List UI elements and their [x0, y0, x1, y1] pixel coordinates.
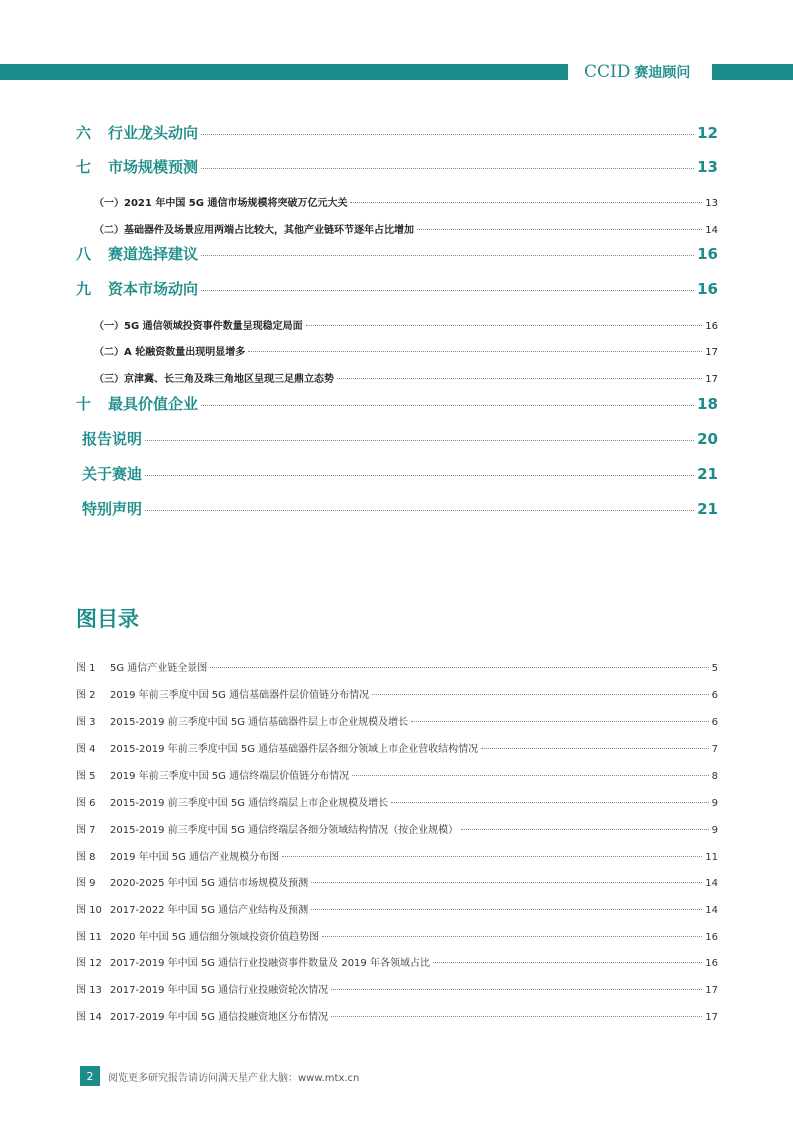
figure-number: 图 12	[76, 958, 102, 969]
toc-subentry-9-1[interactable]	[94, 317, 718, 332]
toc-leader-dots	[201, 168, 694, 169]
toc-subentry-page: 17	[705, 374, 718, 385]
figure-title: 2015-2019 前三季度中国 5G 通信基础器件层上市企业规模及增长	[110, 717, 409, 728]
figure-entry-10[interactable]	[76, 901, 718, 916]
toc-subentry-9-3[interactable]	[94, 370, 718, 385]
toc-subentry-title: （二）基础器件及场景应用两端占比较大，其他产业链环节逐年占比增加	[94, 225, 414, 236]
figure-number: 图 7	[76, 825, 96, 836]
figure-number: 图 6	[76, 798, 96, 809]
figure-leader-dots	[391, 802, 708, 803]
figure-page: 11	[705, 852, 718, 863]
figure-number: 图 1	[76, 663, 96, 674]
toc-leader-dots	[337, 378, 702, 379]
figure-entry-4[interactable]	[76, 740, 718, 755]
footer-text: 阅览更多研究报告请访问满天星产业大脑：www.mtx.cn	[108, 1073, 360, 1084]
figure-leader-dots	[331, 989, 702, 990]
figure-page: 17	[705, 1012, 718, 1023]
header-band-right	[712, 64, 793, 80]
figure-number: 图 13	[76, 985, 102, 996]
figure-leader-dots	[411, 721, 708, 722]
toc-leader-dots	[306, 325, 703, 326]
figure-leader-dots	[481, 748, 708, 749]
toc-subentry-title: （一）5G 通信领域投资事件数量呈现稳定局面	[94, 321, 303, 332]
brand-name: 赛迪顾问	[634, 65, 691, 81]
figure-leader-dots	[210, 667, 708, 668]
figure-page: 5	[711, 663, 718, 674]
figure-number: 图 8	[76, 852, 96, 863]
figure-number: 图 9	[76, 878, 96, 889]
figure-number: 图 14	[76, 1012, 102, 1023]
toc-entry-title: 行业龙头动向	[108, 124, 199, 142]
toc-entry-6[interactable]	[76, 122, 718, 143]
toc-leader-dots	[350, 202, 702, 203]
figure-leader-dots	[331, 1016, 702, 1017]
figure-title: 2019 年前三季度中国 5G 通信基础器件层价值链分布情况	[110, 690, 370, 701]
figure-entry-8[interactable]	[76, 848, 718, 863]
toc-entry-number: 八	[76, 245, 92, 263]
toc-entry-page: 18	[697, 395, 718, 413]
toc-entry-title: 赛道选择建议	[108, 245, 199, 263]
figure-page: 16	[705, 932, 718, 943]
figure-title: 2020 年中国 5G 通信细分领域投资价值趋势图	[110, 932, 320, 943]
figure-title: 2017-2019 年中国 5G 通信行业投融资轮次情况	[110, 985, 329, 996]
toc-leader-dots	[145, 440, 694, 441]
toc-entry-7[interactable]	[76, 156, 718, 177]
figure-entry-12[interactable]	[76, 954, 718, 969]
toc-subentry-page: 14	[705, 225, 718, 236]
toc-subentry-9-2[interactable]	[94, 343, 718, 358]
figure-page: 14	[705, 905, 718, 916]
brand-logo-text: CCID	[584, 62, 631, 82]
figure-page: 9	[711, 825, 718, 836]
toc-entry-title: 最具价值企业	[108, 395, 199, 413]
toc-entry-report-notes[interactable]	[82, 428, 718, 449]
toc-subentry-7-1[interactable]	[94, 194, 718, 209]
toc-subentry-page: 17	[705, 347, 718, 358]
figure-leader-dots	[461, 829, 708, 830]
toc-subentry-title: （二）A 轮融资数量出现明显增多	[94, 347, 246, 358]
toc-entry-number: 十	[76, 395, 92, 413]
toc-leader-dots	[201, 290, 694, 291]
figure-title: 2017-2022 年中国 5G 通信产业结构及预测	[110, 905, 309, 916]
figure-number: 图 5	[76, 771, 96, 782]
header-band-left	[0, 64, 568, 80]
toc-entry-title: 报告说明	[82, 430, 143, 448]
figure-title: 2019 年中国 5G 通信产业规模分布图	[110, 852, 280, 863]
toc-entry-title: 特别声明	[82, 500, 143, 518]
toc-entry-page: 16	[697, 245, 718, 263]
figure-leader-dots	[433, 962, 702, 963]
page-number: 2	[80, 1066, 100, 1086]
toc-subentry-title: （一）2021 年中国 5G 通信市场规模将突破万亿元大关	[94, 198, 348, 209]
toc-entry-page: 21	[697, 500, 718, 518]
figure-number: 图 11	[76, 932, 102, 943]
toc-leader-dots	[145, 510, 694, 511]
toc-entry-page: 21	[697, 465, 718, 483]
figure-number: 图 2	[76, 690, 96, 701]
toc-leader-dots	[201, 134, 694, 135]
figure-leader-dots	[311, 909, 702, 910]
figure-title: 2017-2019 年中国 5G 通信行业投融资事件数量及 2019 年各领域占比	[110, 958, 430, 969]
figure-leader-dots	[282, 856, 702, 857]
toc-subentry-7-2[interactable]	[94, 221, 718, 236]
figure-entry-2[interactable]	[76, 686, 718, 701]
figure-entry-11[interactable]	[76, 928, 718, 943]
toc-subentry-page: 13	[705, 198, 718, 209]
toc-entry-number: 九	[76, 280, 92, 298]
figure-leader-dots	[311, 882, 702, 883]
toc-entry-page: 20	[697, 430, 718, 448]
toc-entry-disclaimer[interactable]	[82, 498, 718, 519]
brand-logo	[584, 60, 690, 84]
figure-page: 6	[711, 717, 718, 728]
figure-page: 17	[705, 985, 718, 996]
toc-entry-page: 13	[697, 158, 718, 176]
figure-number: 图 10	[76, 905, 102, 916]
figure-title: 2015-2019 前三季度中国 5G 通信终端层上市企业规模及增长	[110, 798, 389, 809]
figure-title: 5G 通信产业链全景图	[110, 663, 208, 674]
toc-leader-dots	[417, 229, 702, 230]
toc-entry-9[interactable]	[76, 278, 718, 299]
figure-entry-14[interactable]	[76, 1008, 718, 1023]
toc-entry-about[interactable]	[82, 463, 718, 484]
figure-title: 2020-2025 年中国 5G 通信市场规模及预测	[110, 878, 309, 889]
figure-entry-6[interactable]	[76, 794, 718, 809]
toc-leader-dots	[201, 405, 694, 406]
figure-number: 图 3	[76, 717, 96, 728]
toc-subentry-page: 16	[705, 321, 718, 332]
toc-entry-8[interactable]	[76, 243, 718, 264]
figure-page: 8	[711, 771, 718, 782]
figure-entry-1[interactable]	[76, 659, 718, 674]
figure-entry-3[interactable]	[76, 713, 718, 728]
figure-leader-dots	[372, 694, 709, 695]
toc-entry-title: 关于赛迪	[82, 465, 143, 483]
figure-entry-5[interactable]	[76, 767, 718, 782]
figure-leader-dots	[322, 936, 702, 937]
toc-entry-title: 资本市场动向	[108, 280, 199, 298]
figure-leader-dots	[352, 775, 709, 776]
toc-entry-page: 16	[697, 280, 718, 298]
figure-page: 6	[711, 690, 718, 701]
figure-page: 16	[705, 958, 718, 969]
toc-entry-page: 12	[697, 124, 718, 142]
figure-entry-7[interactable]	[76, 821, 718, 836]
figure-page: 7	[711, 744, 718, 755]
toc-subentry-title: （三）京津冀、长三角及珠三角地区呈现三足鼎立态势	[94, 374, 334, 385]
figure-entry-9[interactable]	[76, 874, 718, 889]
toc-entry-number: 六	[76, 124, 92, 142]
toc-entry-title: 市场规模预测	[108, 158, 199, 176]
figure-title: 2017-2019 年中国 5G 通信投融资地区分布情况	[110, 1012, 329, 1023]
figure-title: 2015-2019 年前三季度中国 5G 通信基础器件层各细分领域上市企业营收结构情况	[110, 744, 479, 755]
toc-leader-dots	[248, 351, 702, 352]
figure-page: 9	[711, 798, 718, 809]
toc-leader-dots	[145, 475, 694, 476]
figure-entry-13[interactable]	[76, 981, 718, 996]
figures-title: 图目录	[76, 607, 139, 631]
toc-entry-number: 七	[76, 158, 92, 176]
figure-title: 2015-2019 前三季度中国 5G 通信终端层各细分领域结构情况（按企业规模）	[110, 825, 459, 836]
figure-page: 14	[705, 878, 718, 889]
figure-title: 2019 年前三季度中国 5G 通信终端层价值链分布情况	[110, 771, 350, 782]
figure-number: 图 4	[76, 744, 96, 755]
toc-leader-dots	[201, 255, 694, 256]
toc-entry-10[interactable]	[76, 393, 718, 414]
